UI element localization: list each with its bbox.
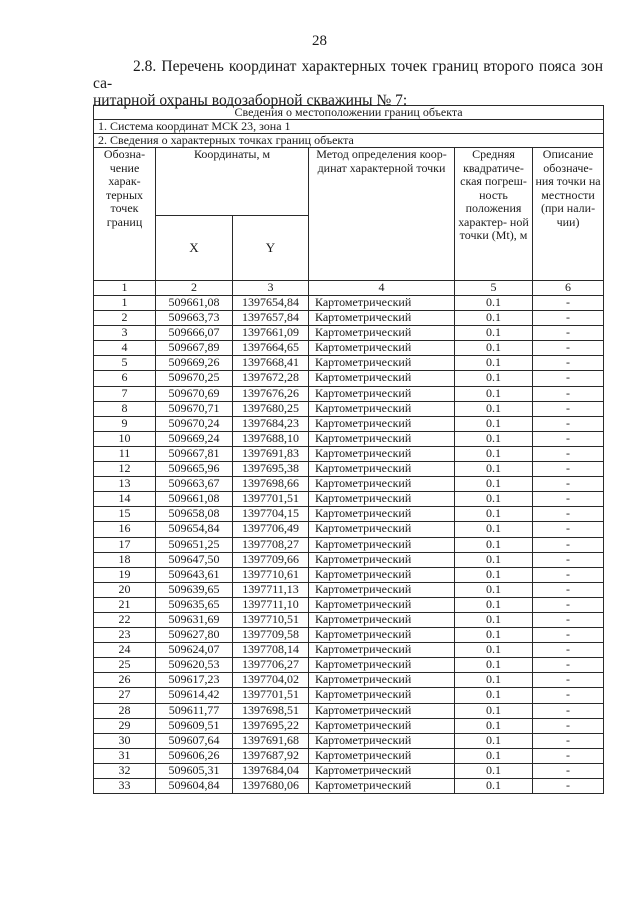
y-coordinate-cell: 1397687,92	[233, 748, 309, 763]
method-cell: Картометрический	[309, 477, 455, 492]
heading-line-2: нитарной охраны водозаборной скважины № 7:	[93, 92, 408, 109]
table-row	[94, 688, 604, 703]
description-cell: -	[533, 763, 604, 778]
error-cell: 0.1	[455, 763, 533, 778]
table-row	[94, 748, 604, 763]
description-cell: -	[533, 597, 604, 612]
table-row	[94, 612, 604, 627]
x-coordinate-cell: 509667,81	[156, 446, 233, 461]
error-cell: 0.1	[455, 416, 533, 431]
x-coordinate-cell: 509661,08	[156, 492, 233, 507]
table-row	[94, 643, 604, 658]
y-coordinate-cell: 1397676,26	[233, 386, 309, 401]
y-coordinate-cell: 1397708,14	[233, 643, 309, 658]
x-coordinate-cell: 509669,24	[156, 431, 233, 446]
error-cell: 0.1	[455, 522, 533, 537]
x-coordinate-cell: 509670,69	[156, 386, 233, 401]
point-number-cell: 22	[94, 612, 156, 627]
table-row	[94, 311, 604, 326]
description-cell: -	[533, 401, 604, 416]
table-row	[94, 416, 604, 431]
method-cell: Картометрический	[309, 462, 455, 477]
description-cell: -	[533, 446, 604, 461]
header-y: Y	[233, 215, 309, 280]
method-cell: Картометрический	[309, 733, 455, 748]
y-coordinate-cell: 1397701,51	[233, 688, 309, 703]
point-number-cell: 15	[94, 507, 156, 522]
point-number-cell: 33	[94, 779, 156, 794]
y-coordinate-cell: 1397684,04	[233, 763, 309, 778]
column-number-cell: 1	[94, 281, 156, 296]
point-number-cell: 30	[94, 733, 156, 748]
method-cell: Картометрический	[309, 431, 455, 446]
y-coordinate-cell: 1397691,68	[233, 733, 309, 748]
page-number: 28	[312, 33, 327, 49]
error-cell: 0.1	[455, 462, 533, 477]
x-coordinate-cell: 509611,77	[156, 703, 233, 718]
description-cell: -	[533, 416, 604, 431]
x-coordinate-cell: 509658,08	[156, 507, 233, 522]
method-cell: Картометрический	[309, 371, 455, 386]
method-cell: Картометрический	[309, 326, 455, 341]
description-cell: -	[533, 371, 604, 386]
description-cell: -	[533, 628, 604, 643]
error-cell: 0.1	[455, 371, 533, 386]
x-coordinate-cell: 509670,24	[156, 416, 233, 431]
method-cell: Картометрический	[309, 522, 455, 537]
y-coordinate-cell: 1397654,84	[233, 296, 309, 311]
point-number-cell: 3	[94, 326, 156, 341]
method-cell: Картометрический	[309, 537, 455, 552]
point-number-cell: 13	[94, 477, 156, 492]
table-row	[94, 763, 604, 778]
description-cell: -	[533, 326, 604, 341]
table-row	[94, 386, 604, 401]
table-row	[94, 718, 604, 733]
point-number-cell: 11	[94, 446, 156, 461]
description-cell: -	[533, 733, 604, 748]
description-cell: -	[533, 552, 604, 567]
table-row	[94, 326, 604, 341]
method-cell: Картометрический	[309, 552, 455, 567]
method-cell: Картометрический	[309, 658, 455, 673]
y-coordinate-cell: 1397698,66	[233, 477, 309, 492]
error-cell: 0.1	[455, 431, 533, 446]
point-number-cell: 10	[94, 431, 156, 446]
point-number-cell: 2	[94, 311, 156, 326]
error-cell: 0.1	[455, 477, 533, 492]
table-row	[94, 341, 604, 356]
section-row: 2. Сведения о характерных точках границ объекта	[94, 134, 604, 148]
x-coordinate-cell: 509609,51	[156, 718, 233, 733]
x-coordinate-cell: 509627,80	[156, 628, 233, 643]
column-number-cell: 5	[455, 281, 533, 296]
method-cell: Картометрический	[309, 763, 455, 778]
x-coordinate-cell: 509604,84	[156, 779, 233, 794]
description-cell: -	[533, 507, 604, 522]
y-coordinate-cell: 1397704,02	[233, 673, 309, 688]
x-coordinate-cell: 509635,65	[156, 597, 233, 612]
description-cell: -	[533, 492, 604, 507]
x-coordinate-cell: 509631,69	[156, 612, 233, 627]
header-description: Описание обозначе- ния точки на местности (при нали- чии)	[533, 148, 604, 281]
y-coordinate-cell: 1397706,49	[233, 522, 309, 537]
x-coordinate-cell: 509614,42	[156, 688, 233, 703]
point-number-cell: 16	[94, 522, 156, 537]
y-coordinate-cell: 1397710,61	[233, 567, 309, 582]
error-cell: 0.1	[455, 446, 533, 461]
y-coordinate-cell: 1397711,13	[233, 582, 309, 597]
table-row	[94, 658, 604, 673]
point-number-cell: 5	[94, 356, 156, 371]
x-coordinate-cell: 509654,84	[156, 522, 233, 537]
x-coordinate-cell: 509617,23	[156, 673, 233, 688]
table-row	[94, 552, 604, 567]
error-cell: 0.1	[455, 643, 533, 658]
description-cell: -	[533, 779, 604, 794]
description-cell: -	[533, 748, 604, 763]
error-cell: 0.1	[455, 748, 533, 763]
method-cell: Картометрический	[309, 446, 455, 461]
method-cell: Картометрический	[309, 597, 455, 612]
table-row	[94, 582, 604, 597]
x-coordinate-cell: 509606,26	[156, 748, 233, 763]
method-cell: Картометрический	[309, 582, 455, 597]
y-coordinate-cell: 1397698,51	[233, 703, 309, 718]
error-cell: 0.1	[455, 356, 533, 371]
table-row	[94, 673, 604, 688]
x-coordinate-cell: 509605,31	[156, 763, 233, 778]
x-coordinate-cell: 509643,61	[156, 567, 233, 582]
table-row	[94, 567, 604, 582]
method-cell: Картометрический	[309, 673, 455, 688]
point-number-cell: 18	[94, 552, 156, 567]
error-cell: 0.1	[455, 296, 533, 311]
description-cell: -	[533, 582, 604, 597]
error-cell: 0.1	[455, 386, 533, 401]
point-number-cell: 24	[94, 643, 156, 658]
y-coordinate-cell: 1397684,23	[233, 416, 309, 431]
method-cell: Картометрический	[309, 612, 455, 627]
description-cell: -	[533, 341, 604, 356]
y-coordinate-cell: 1397661,09	[233, 326, 309, 341]
error-cell: 0.1	[455, 673, 533, 688]
y-coordinate-cell: 1397688,10	[233, 431, 309, 446]
error-cell: 0.1	[455, 597, 533, 612]
description-cell: -	[533, 612, 604, 627]
coordinates-rows	[94, 296, 604, 794]
method-cell: Картометрический	[309, 492, 455, 507]
point-number-cell: 27	[94, 688, 156, 703]
y-coordinate-cell: 1397695,38	[233, 462, 309, 477]
x-coordinate-cell: 509647,50	[156, 552, 233, 567]
coordinates-table	[93, 105, 604, 794]
error-cell: 0.1	[455, 703, 533, 718]
table-row	[94, 597, 604, 612]
method-cell: Картометрический	[309, 416, 455, 431]
table-row	[94, 431, 604, 446]
error-cell: 0.1	[455, 658, 533, 673]
x-coordinate-cell: 509670,71	[156, 401, 233, 416]
description-cell: -	[533, 567, 604, 582]
point-number-cell: 26	[94, 673, 156, 688]
y-coordinate-cell: 1397657,84	[233, 311, 309, 326]
point-number-cell: 17	[94, 537, 156, 552]
method-cell: Картометрический	[309, 643, 455, 658]
y-coordinate-cell: 1397664,65	[233, 341, 309, 356]
error-cell: 0.1	[455, 401, 533, 416]
error-cell: 0.1	[455, 311, 533, 326]
table-row	[94, 537, 604, 552]
y-coordinate-cell: 1397708,27	[233, 537, 309, 552]
x-coordinate-cell: 509620,53	[156, 658, 233, 673]
y-coordinate-cell: 1397680,25	[233, 401, 309, 416]
column-number-cell: 6	[533, 281, 604, 296]
y-coordinate-cell: 1397672,28	[233, 371, 309, 386]
point-number-cell: 25	[94, 658, 156, 673]
table-row	[94, 779, 604, 794]
y-coordinate-cell: 1397711,10	[233, 597, 309, 612]
column-number-row	[94, 281, 604, 296]
x-coordinate-cell: 509663,67	[156, 477, 233, 492]
y-coordinate-cell: 1397709,58	[233, 628, 309, 643]
method-cell: Картометрический	[309, 386, 455, 401]
description-cell: -	[533, 643, 604, 658]
table-row	[94, 446, 604, 461]
method-cell: Картометрический	[309, 341, 455, 356]
header-method: Метод определения коор- динат характерной точки	[309, 148, 455, 281]
point-number-cell: 28	[94, 703, 156, 718]
error-cell: 0.1	[455, 612, 533, 627]
method-cell: Картометрический	[309, 703, 455, 718]
x-coordinate-cell: 509651,25	[156, 537, 233, 552]
description-cell: -	[533, 703, 604, 718]
y-coordinate-cell: 1397706,27	[233, 658, 309, 673]
table-row	[94, 507, 604, 522]
method-cell: Картометрический	[309, 401, 455, 416]
error-cell: 0.1	[455, 628, 533, 643]
error-cell: 0.1	[455, 779, 533, 794]
method-cell: Картометрический	[309, 567, 455, 582]
y-coordinate-cell: 1397709,66	[233, 552, 309, 567]
point-number-cell: 23	[94, 628, 156, 643]
coordinate-system-row: 1. Система координат МСК 23, зона 1	[94, 120, 604, 134]
table-row	[94, 356, 604, 371]
heading-line-1: 2.8. Перечень координат характерных точек границ второго пояса зон са-	[93, 58, 603, 92]
header-coordinates: Координаты, м	[156, 148, 309, 216]
method-cell: Картометрический	[309, 311, 455, 326]
description-cell: -	[533, 296, 604, 311]
error-cell: 0.1	[455, 718, 533, 733]
table-row	[94, 477, 604, 492]
method-cell: Картометрический	[309, 356, 455, 371]
error-cell: 0.1	[455, 733, 533, 748]
description-cell: -	[533, 431, 604, 446]
description-cell: -	[533, 688, 604, 703]
method-cell: Картометрический	[309, 748, 455, 763]
y-coordinate-cell: 1397695,22	[233, 718, 309, 733]
point-number-cell: 19	[94, 567, 156, 582]
table-row	[94, 628, 604, 643]
y-coordinate-cell: 1397680,06	[233, 779, 309, 794]
column-number-cell: 3	[233, 281, 309, 296]
method-cell: Картометрический	[309, 779, 455, 794]
point-number-cell: 21	[94, 597, 156, 612]
y-coordinate-cell: 1397691,83	[233, 446, 309, 461]
description-cell: -	[533, 356, 604, 371]
x-coordinate-cell: 509666,07	[156, 326, 233, 341]
header-point-designation: Обозна- чение харак- терных точек границ	[94, 148, 156, 281]
x-coordinate-cell: 509663,73	[156, 311, 233, 326]
error-cell: 0.1	[455, 567, 533, 582]
point-number-cell: 31	[94, 748, 156, 763]
y-coordinate-cell: 1397704,15	[233, 507, 309, 522]
point-number-cell: 9	[94, 416, 156, 431]
table-row	[94, 733, 604, 748]
column-number-cell: 4	[309, 281, 455, 296]
y-coordinate-cell: 1397710,51	[233, 612, 309, 627]
x-coordinate-cell: 509607,64	[156, 733, 233, 748]
method-cell: Картометрический	[309, 296, 455, 311]
x-coordinate-cell: 509661,08	[156, 296, 233, 311]
description-cell: -	[533, 673, 604, 688]
y-coordinate-cell: 1397701,51	[233, 492, 309, 507]
x-coordinate-cell: 509667,89	[156, 341, 233, 356]
error-cell: 0.1	[455, 326, 533, 341]
header-x: X	[156, 215, 233, 280]
table-row	[94, 296, 604, 311]
table-title: Сведения о местоположении границ объекта	[94, 106, 604, 120]
table-row	[94, 703, 604, 718]
x-coordinate-cell: 509670,25	[156, 371, 233, 386]
description-cell: -	[533, 386, 604, 401]
point-number-cell: 4	[94, 341, 156, 356]
point-number-cell: 7	[94, 386, 156, 401]
y-coordinate-cell: 1397668,41	[233, 356, 309, 371]
x-coordinate-cell: 509665,96	[156, 462, 233, 477]
table-row	[94, 492, 604, 507]
table-row	[94, 462, 604, 477]
description-cell: -	[533, 658, 604, 673]
error-cell: 0.1	[455, 552, 533, 567]
description-cell: -	[533, 462, 604, 477]
error-cell: 0.1	[455, 582, 533, 597]
point-number-cell: 1	[94, 296, 156, 311]
point-number-cell: 8	[94, 401, 156, 416]
method-cell: Картометрический	[309, 718, 455, 733]
description-cell: -	[533, 522, 604, 537]
x-coordinate-cell: 509639,65	[156, 582, 233, 597]
table-row	[94, 371, 604, 386]
error-cell: 0.1	[455, 341, 533, 356]
point-number-cell: 12	[94, 462, 156, 477]
point-number-cell: 32	[94, 763, 156, 778]
description-cell: -	[533, 718, 604, 733]
description-cell: -	[533, 477, 604, 492]
column-number-cell: 2	[156, 281, 233, 296]
method-cell: Картометрический	[309, 628, 455, 643]
x-coordinate-cell: 509624,07	[156, 643, 233, 658]
point-number-cell: 6	[94, 371, 156, 386]
method-cell: Картометрический	[309, 688, 455, 703]
point-number-cell: 14	[94, 492, 156, 507]
section-heading	[93, 58, 603, 109]
error-cell: 0.1	[455, 492, 533, 507]
error-cell: 0.1	[455, 537, 533, 552]
error-cell: 0.1	[455, 507, 533, 522]
x-coordinate-cell: 509669,26	[156, 356, 233, 371]
error-cell: 0.1	[455, 688, 533, 703]
point-number-cell: 20	[94, 582, 156, 597]
table-row	[94, 522, 604, 537]
method-cell: Картометрический	[309, 507, 455, 522]
description-cell: -	[533, 311, 604, 326]
table-row	[94, 401, 604, 416]
header-mean-error: Средняя квадратиче- ская погреш- ность положения характер- ной точки (Mt), м	[455, 148, 533, 281]
description-cell: -	[533, 537, 604, 552]
point-number-cell: 29	[94, 718, 156, 733]
